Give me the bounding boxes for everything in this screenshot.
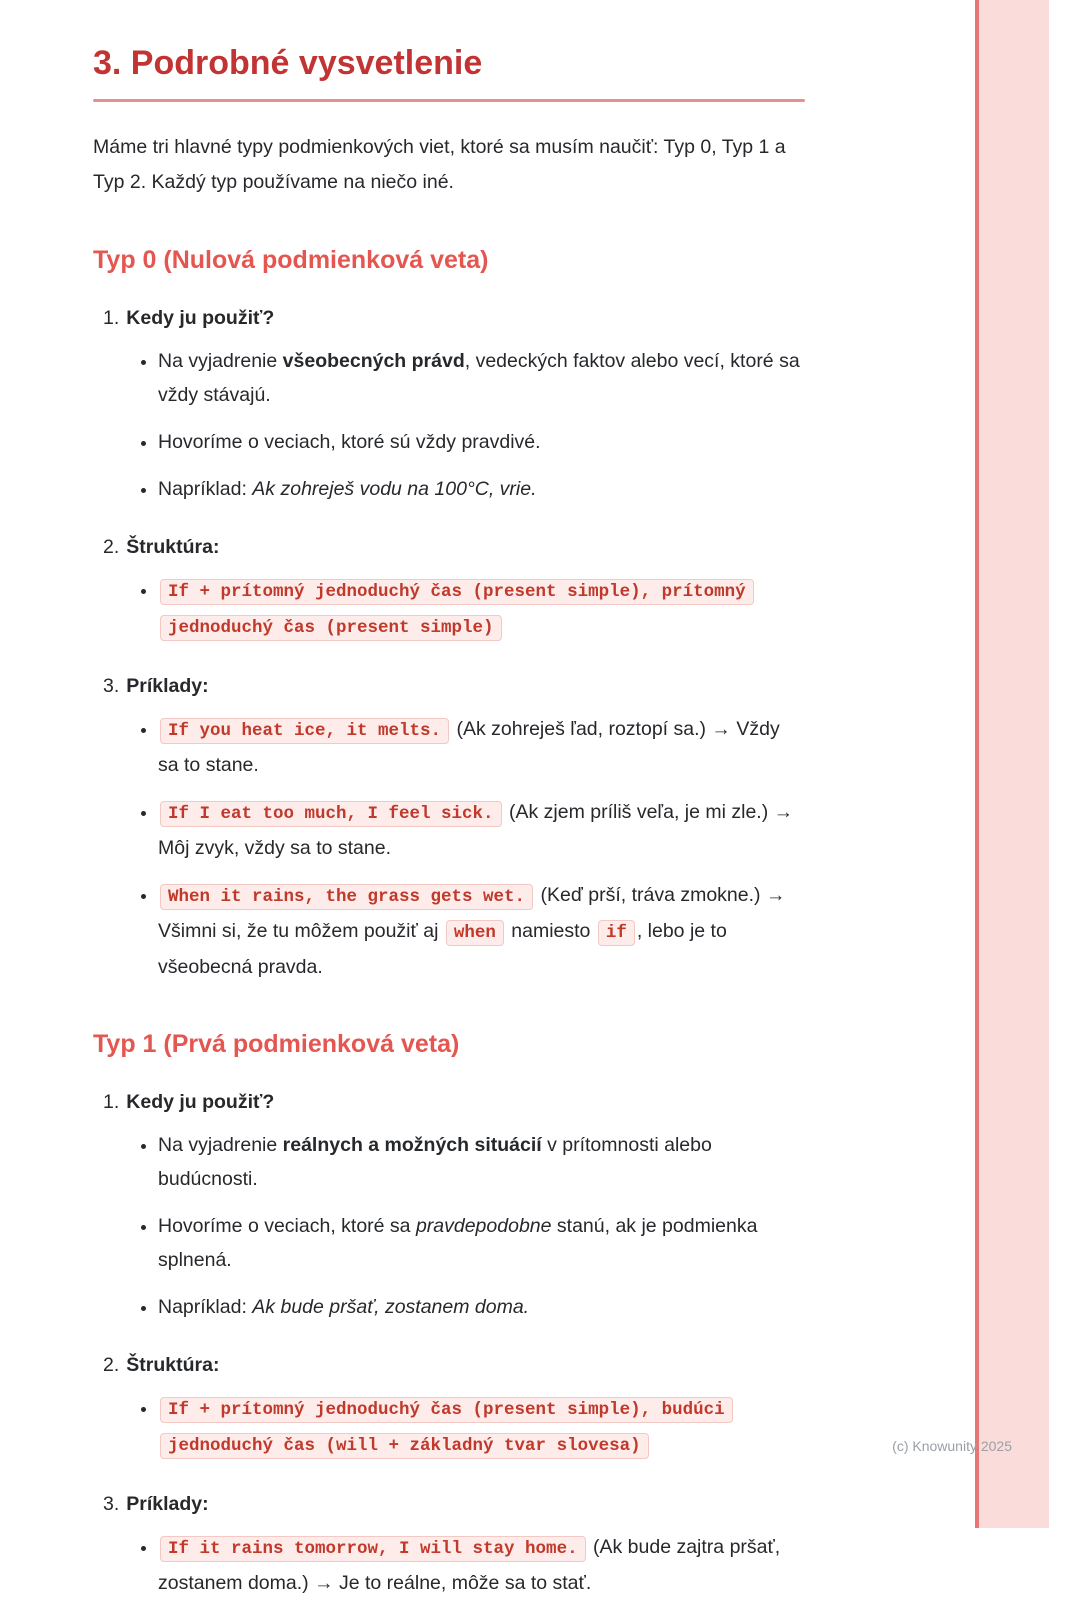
bullet-item: [158, 1209, 805, 1277]
text-segment: Napríklad:: [158, 1296, 253, 1318]
code-chip: If I eat too much, I feel sick.: [160, 801, 502, 827]
item-label: Príklady:: [126, 675, 209, 697]
title-divider: [93, 99, 805, 102]
bullet-list: [103, 712, 805, 984]
text-segment: (Ak zjem príliš veľa, je mi zle.) → Môj zvyk, vždy sa to stane.: [158, 801, 794, 859]
bullet-item: [158, 1290, 805, 1324]
section: [93, 1030, 805, 1600]
code-chip: If + prítomný jednoduchý čas (present simple), budúci jednoduchý čas (will + základný tvar slovesa): [160, 1397, 733, 1459]
item-number: 3.: [103, 1493, 120, 1515]
text-segment: namiesto: [505, 920, 596, 942]
text-segment: Na vyjadrenie: [158, 1134, 283, 1156]
page-title: 3. Podrobné vysvetlenie: [93, 44, 483, 82]
item-label: Kedy ju použiť?: [126, 307, 275, 329]
bullet-item: [158, 344, 805, 412]
text-segment: Ak zohreješ vodu na 100°C, vrie.: [252, 478, 537, 500]
page-margin-strip: [975, 0, 1049, 1528]
bullet-item: [158, 472, 805, 506]
text-segment: všeobecných právd: [282, 350, 465, 372]
item-label: Štruktúra:: [126, 1354, 220, 1376]
text-segment: (Ak bude zajtra pršať, zostanem doma.) → Je to reálne, môže sa to stať.: [158, 1536, 781, 1594]
bullet-item: [158, 1128, 805, 1196]
bullet-item: [158, 1530, 805, 1600]
code-chip: If + prítomný jednoduchý čas (present simple), prítomný jednoduchý čas (present simple): [160, 579, 754, 641]
item-label: Kedy ju použiť?: [126, 1091, 275, 1113]
bullet-item: [158, 795, 805, 865]
section: [93, 246, 805, 984]
text-segment: Napríklad:: [158, 478, 253, 500]
text-segment: reálnych a možných situácií: [282, 1134, 542, 1156]
item-label: Príklady:: [126, 1493, 209, 1515]
bullet-list: [103, 573, 805, 645]
document-content: [93, 44, 805, 1624]
section-heading: Typ 0 (Nulová podmienková veta): [93, 246, 489, 274]
item-number: 3.: [103, 675, 120, 697]
item-label: Štruktúra:: [126, 536, 220, 558]
code-chip: If it rains tomorrow, I will stay home.: [160, 1536, 586, 1562]
item-number: 2.: [103, 536, 120, 558]
code-chip: When it rains, the grass gets wet.: [160, 884, 533, 910]
bullet-item: [158, 878, 805, 984]
numbered-item: [103, 530, 805, 645]
bullet-item: [158, 712, 805, 782]
text-segment: (Ak zohreješ ľad, roztopí sa.) → Vždy sa to stane.: [158, 718, 780, 776]
text-segment: Hovoríme o veciach, ktoré sa: [158, 1215, 416, 1237]
item-number: 2.: [103, 1354, 120, 1376]
numbered-item: [103, 1348, 805, 1463]
text-segment: , vedeckých faktov alebo vecí, ktoré sa vždy stávajú.: [158, 350, 800, 406]
code-chip: if: [598, 920, 635, 946]
bullet-list: [103, 1128, 805, 1324]
bullet-list: [103, 344, 805, 506]
bullet-item: [158, 573, 805, 645]
bullet-list: [103, 1391, 805, 1463]
text-segment: Na vyjadrenie: [158, 350, 283, 372]
numbered-item: [103, 1487, 805, 1600]
text-segment: , lebo je to všeobecná pravda.: [158, 920, 727, 978]
code-chip: when: [446, 920, 504, 946]
bullet-item: [158, 1391, 805, 1463]
section-heading: Typ 1 (Prvá podmienková veta): [93, 1030, 460, 1058]
item-number: 1.: [103, 1091, 120, 1113]
text-segment: pravdepodobne: [415, 1215, 552, 1237]
text-segment: Ak bude pršať, zostanem doma.: [252, 1296, 530, 1318]
numbered-item: [103, 669, 805, 984]
text-segment: stanú, ak je podmienka splnená.: [158, 1215, 758, 1271]
item-number: 1.: [103, 307, 120, 329]
sections: [93, 246, 805, 1600]
numbered-item: [103, 1085, 805, 1324]
watermark: (c) Knowunity 2025: [892, 1438, 1012, 1454]
bullet-item: [158, 425, 805, 459]
text-segment: v prítomnosti alebo budúcnosti.: [158, 1134, 712, 1190]
bullet-list: [103, 1530, 805, 1600]
text-segment: Hovoríme o veciach, ktoré sú vždy pravdivé.: [158, 431, 541, 453]
numbered-item: [103, 301, 805, 506]
text-segment: (Keď prší, tráva zmokne.) → Všimni si, že tu môžem použiť aj: [158, 884, 786, 942]
numbered-list: [93, 1085, 805, 1600]
intro-paragraph: Máme tri hlavné typy podmienkových viet, ktoré sa musím naučiť: Typ 0, Typ 1 a Typ 2. Každý typ používame na niečo iné.: [93, 136, 786, 193]
numbered-list: [93, 301, 805, 984]
code-chip: If you heat ice, it melts.: [160, 718, 449, 744]
